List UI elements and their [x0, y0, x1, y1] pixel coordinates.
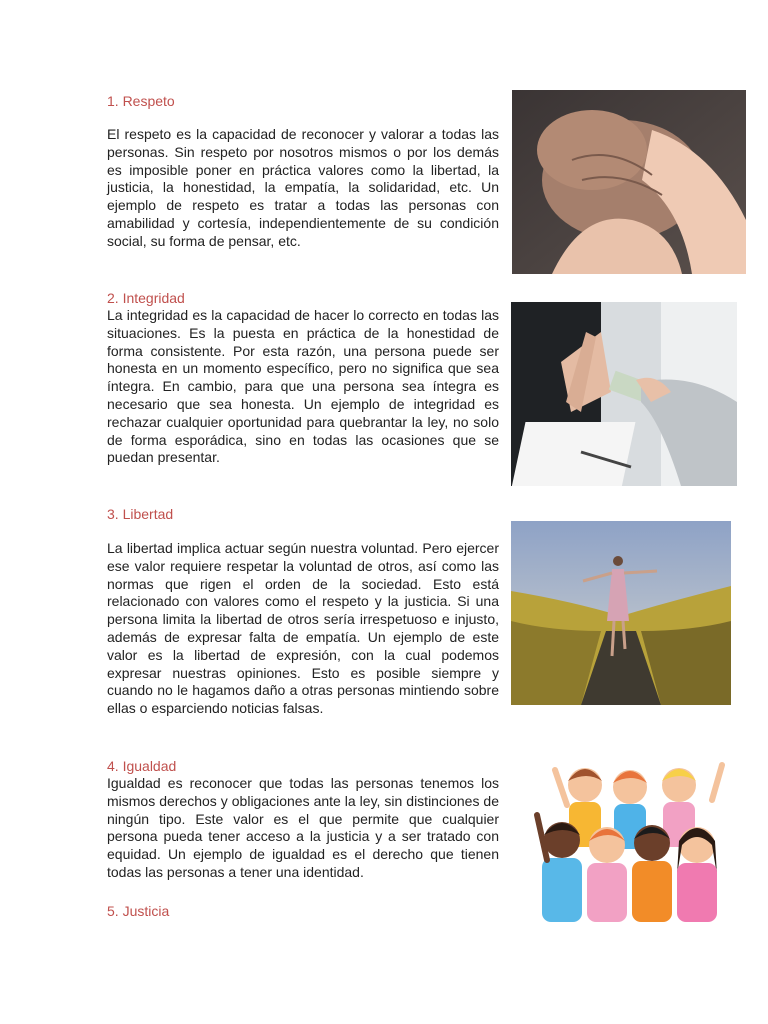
photo-refusing-bribe [511, 302, 737, 486]
section-heading-respeto: 1. Respeto [107, 93, 175, 109]
illustration-diverse-children [527, 745, 730, 922]
section-heading-libertad: 3. Libertad [107, 506, 174, 522]
photo-woman-in-field [511, 521, 731, 705]
section-heading-igualdad: 4. Igualdad [107, 758, 177, 774]
photo-holding-elderly-hands [512, 90, 746, 274]
section-body-igualdad: Igualdad es reconocer que todas las personas tenemos los mismos derechos y obligaciones ante la ley, sin distinciones de ningún tipo. Este valor es el que permite que cualquier persona pueda tener acceso a la justicia y a ser tratado con equidad. Un ejemplo de igualdad es el derecho que tienen todas las personas a tener una identidad. [107, 775, 499, 880]
section-body-libertad: La libertad implica actuar según nuestra voluntad. Pero ejercer ese valor requiere respetar la voluntad de otros, así como las normas que rigen el orden de la sociedad. Esto está relacionado con valores como el respeto y la justicia. Si una persona limita la libertad de otros sería irrespetuoso e injusto, además de expresar falta de empatía. Un ejemplo de este valor es la libertad de expresión, con la cual podemos expresar nuestras opiniones. Esto es posible siempre y cuando no le hagamos daño a otras personas mintiendo sobre ellas o esparciendo noticias falsas. [107, 540, 499, 717]
section-heading-integridad: 2. Integridad [107, 290, 185, 306]
section-body-respeto: El respeto es la capacidad de reconocer y valorar a todas las personas. Sin respeto por nosotros mismos o por los demás es imposible poner en práctica valores como la libertad, la justicia, la honestidad, la empatía, la solidaridad, etc. Un ejemplo de respeto es tratar a todas las personas con amabilidad y cortesía, independientemente de su condición social, su forma de pensar, etc. [107, 126, 499, 249]
section-body-integridad: La integridad es la capacidad de hacer lo correcto en todas las situaciones. Es la puesta en práctica de la honestidad de forma consistente. Por esta razón, una persona puede ser honesta en un momento específico, pero no significa que sea íntegra. En cambio, para que una persona sea íntegra es necesario que sea honesta. Un ejemplo de integridad es rechazar cualquier oportunidad para quebrantar la ley, no solo de forma esporádica, sino en todas las ocasiones que se puedan presentar. [107, 307, 499, 466]
section-heading-justicia: 5. Justicia [107, 903, 170, 919]
